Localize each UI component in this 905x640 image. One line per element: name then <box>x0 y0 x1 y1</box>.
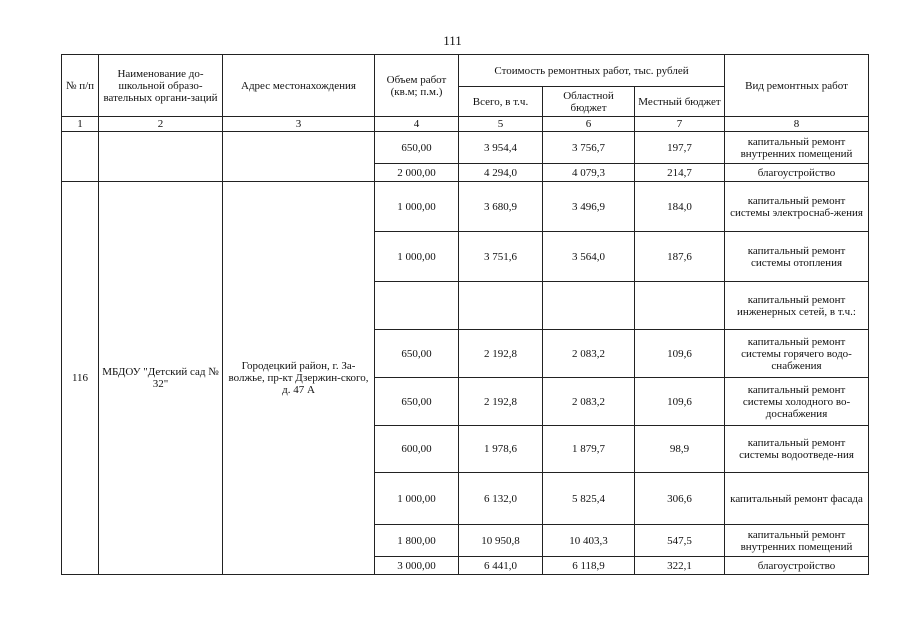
work-type-cell: капитальный ремонт системы электроснаб-жения <box>725 182 869 232</box>
regional-cell: 10 403,3 <box>543 525 635 557</box>
volume-cell: 650,00 <box>375 132 459 164</box>
local-cell: 109,6 <box>635 378 725 426</box>
work-type-cell: капитальный ремонт системы холодного во-доснабжения <box>725 378 869 426</box>
column-number: 4 <box>375 117 459 132</box>
local-cell: 322,1 <box>635 557 725 575</box>
local-cell: 306,6 <box>635 473 725 525</box>
entry-address: Городецкий район, г. За-волжье, пр-кт Дзержин-ского, д. 47 А <box>223 182 375 575</box>
header-org-name: Наименование до-школьной образо-вательных органи-заций <box>99 55 223 117</box>
regional-cell: 3 756,7 <box>543 132 635 164</box>
volume-cell: 2 000,00 <box>375 164 459 182</box>
total-cell: 4 294,0 <box>459 164 543 182</box>
volume-cell: 1 000,00 <box>375 182 459 232</box>
column-number: 2 <box>99 117 223 132</box>
work-type-cell: капитальный ремонт инженерных сетей, в т.ч.: <box>725 282 869 330</box>
total-cell: 3 954,4 <box>459 132 543 164</box>
work-type-cell: благоустройство <box>725 557 869 575</box>
regional-cell: 2 083,2 <box>543 330 635 378</box>
regional-cell: 4 079,3 <box>543 164 635 182</box>
local-cell: 109,6 <box>635 330 725 378</box>
work-type-cell: капитальный ремонт внутренних помещений <box>725 132 869 164</box>
total-cell: 3 751,6 <box>459 232 543 282</box>
prev-address-cell <box>223 132 375 182</box>
local-cell: 214,7 <box>635 164 725 182</box>
volume-cell: 1 800,00 <box>375 525 459 557</box>
regional-cell: 2 083,2 <box>543 378 635 426</box>
column-number: 3 <box>223 117 375 132</box>
total-cell: 3 680,9 <box>459 182 543 232</box>
header-work-type: Вид ремонтных работ <box>725 55 869 117</box>
total-cell: 1 978,6 <box>459 426 543 473</box>
header-local: Местный бюджет <box>635 87 725 117</box>
volume-cell: 3 000,00 <box>375 557 459 575</box>
header-number: № п/п <box>62 55 99 117</box>
table-row <box>62 132 869 164</box>
work-type-cell: капитальный ремонт системы отопления <box>725 232 869 282</box>
work-type-cell: капитальный ремонт системы водоотведе-ния <box>725 426 869 473</box>
regional-cell: 1 879,7 <box>543 426 635 473</box>
repair-works-table <box>61 54 869 575</box>
volume-cell: 650,00 <box>375 330 459 378</box>
local-cell <box>635 282 725 330</box>
work-type-cell: капитальный ремонт системы горячего водо-снабжения <box>725 330 869 378</box>
entry-org-name: МБДОУ "Детский сад № 32" <box>99 182 223 575</box>
header-total: Всего, в т.ч. <box>459 87 543 117</box>
column-number: 1 <box>62 117 99 132</box>
prev-number-cell <box>62 132 99 182</box>
total-cell: 6 132,0 <box>459 473 543 525</box>
column-number: 5 <box>459 117 543 132</box>
total-cell: 10 950,8 <box>459 525 543 557</box>
column-number: 8 <box>725 117 869 132</box>
column-number: 6 <box>543 117 635 132</box>
local-cell: 547,5 <box>635 525 725 557</box>
volume-cell <box>375 282 459 330</box>
work-type-cell: благоустройство <box>725 164 869 182</box>
volume-cell: 650,00 <box>375 378 459 426</box>
regional-cell: 5 825,4 <box>543 473 635 525</box>
prev-name-cell <box>99 132 223 182</box>
header-row-1 <box>62 55 869 87</box>
entry-number: 116 <box>62 182 99 575</box>
regional-cell: 3 564,0 <box>543 232 635 282</box>
header-cost-group: Стоимость ремонтных работ, тыс. рублей <box>459 55 725 87</box>
total-cell: 6 441,0 <box>459 557 543 575</box>
regional-cell: 3 496,9 <box>543 182 635 232</box>
page-number: 111 <box>443 33 462 48</box>
column-number: 7 <box>635 117 725 132</box>
volume-cell: 600,00 <box>375 426 459 473</box>
regional-cell: 6 118,9 <box>543 557 635 575</box>
work-type-cell: капитальный ремонт фасада <box>725 473 869 525</box>
local-cell: 184,0 <box>635 182 725 232</box>
total-cell: 2 192,8 <box>459 330 543 378</box>
header-address: Адрес местонахождения <box>223 55 375 117</box>
volume-cell: 1 000,00 <box>375 232 459 282</box>
regional-cell <box>543 282 635 330</box>
local-cell: 197,7 <box>635 132 725 164</box>
header-regional: Областной бюджет <box>543 87 635 117</box>
total-cell <box>459 282 543 330</box>
total-cell: 2 192,8 <box>459 378 543 426</box>
work-type-cell: капитальный ремонт внутренних помещений <box>725 525 869 557</box>
local-cell: 98,9 <box>635 426 725 473</box>
header-volume: Объем работ (кв.м; п.м.) <box>375 55 459 117</box>
volume-cell: 1 000,00 <box>375 473 459 525</box>
column-number-row <box>62 117 869 132</box>
local-cell: 187,6 <box>635 232 725 282</box>
table-row <box>62 182 869 232</box>
